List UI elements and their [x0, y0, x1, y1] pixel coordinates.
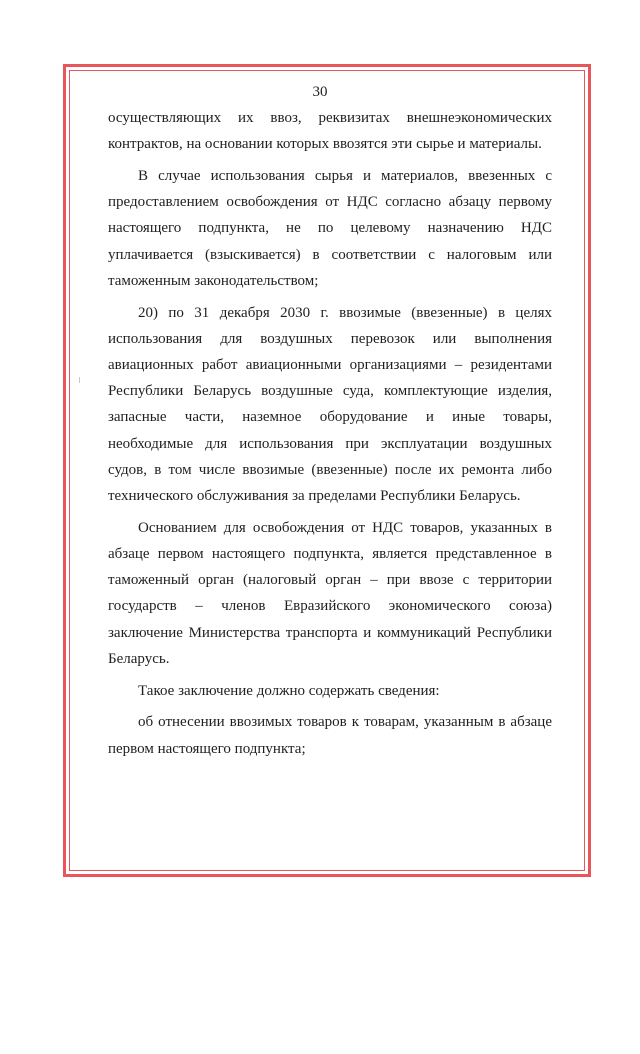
paragraph: Такое заключение должно содержать сведения: [138, 682, 440, 699]
paragraph: В случае использования сырья и материалов, ввезенных с предоставлением освобождения от НДС согласно абзацу первому настоящего подпункта, не по целевому назначению НДС уплачивается (взыскивается) в соответствии с налоговым или таможенным законодательством; [108, 168, 552, 289]
paragraph: 20) по 31 декабря 2030 г. ввозимые (ввезенные) в целях использования для воздушных перевозок или выполнения авиационных работ авиационными организациями – резидентами Республики Беларусь воздушные суда, комплектующие изделия, запасные части, наземное оборудование и иные товары, необходимые для использования при эксплуатации воздушных судов, в том числе ввозимые (ввезенные) после их ремонта либо технического обслуживания за пределами Республики Беларусь. [108, 304, 552, 505]
paragraph-continuation: осуществляющих их ввоз, реквизитах внешнеэкономических контрактов, на основании которых ввозятся эти сырье и материалы. [108, 110, 552, 153]
paragraph: Основанием для освобождения от НДС товаров, указанных в абзаце первом настоящего подпункта, является представленное в таможенный орган (налоговый орган – при ввозе с территории государств – членов Евразийского экономического союза) заключение Министерства транспорта и коммуникаций Республики Беларусь. [108, 519, 552, 667]
document-body [108, 105, 552, 762]
page-number: 30 [312, 84, 328, 100]
scan-mark [79, 377, 80, 383]
paragraph: об отнесении ввозимых товаров к товарам, указанным в абзаце первом настоящего подпункта; [108, 714, 552, 757]
